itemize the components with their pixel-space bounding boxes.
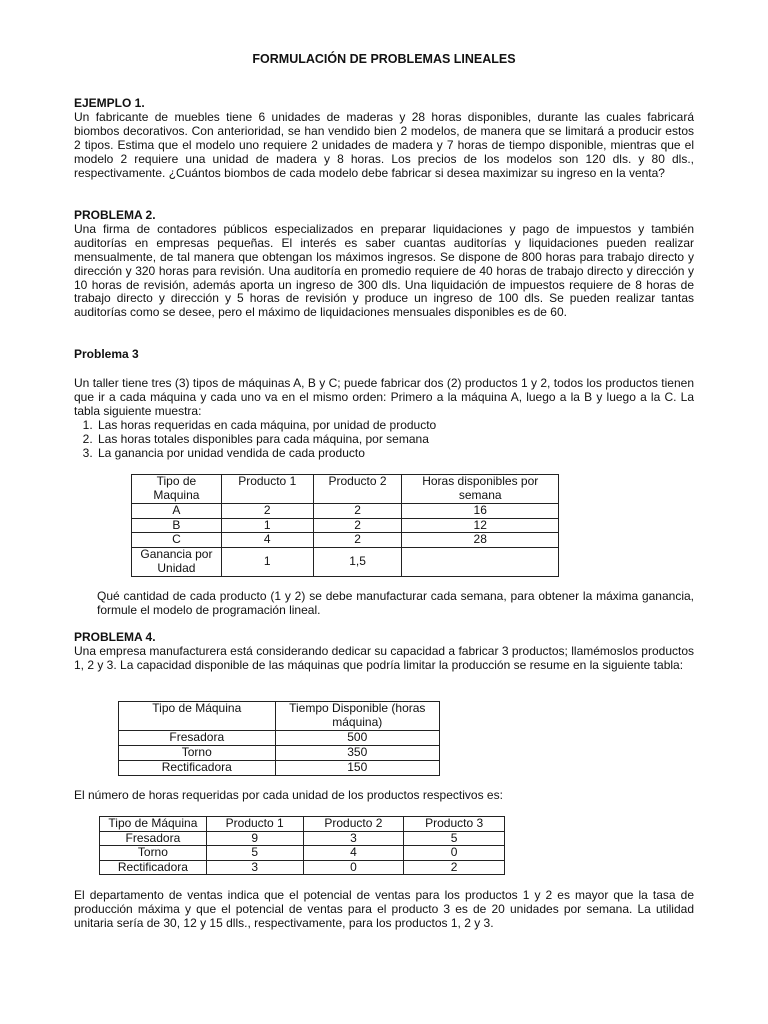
table-cell: 5 <box>404 831 505 846</box>
table-header: Tipo de Maquina <box>132 475 222 504</box>
table-cell: 28 <box>402 533 559 548</box>
list-item: 2. Las horas totales disponibles para cada máquina, por semana <box>96 433 694 447</box>
table-cell: 1,5 <box>313 547 402 576</box>
table-cell: 2 <box>313 504 402 519</box>
table-cell <box>402 547 559 576</box>
table-row <box>100 831 505 846</box>
problem-3-table <box>131 474 559 577</box>
table-cell: 2 <box>313 518 402 533</box>
table-cell: 1 <box>221 518 313 533</box>
table-row <box>119 761 440 776</box>
table-cell: Torno <box>100 846 207 861</box>
table-header: Tipo de Máquina <box>119 702 276 731</box>
problem-4-hours-text: El número de horas requeridas por cada unidad de los productos respectivos es: <box>74 788 503 802</box>
table-header: Producto 2 <box>313 475 402 504</box>
problem-2-section <box>74 209 694 320</box>
table-cell: 2 <box>221 504 313 519</box>
table-cell: 12 <box>402 518 559 533</box>
example-1-heading: EJEMPLO 1. <box>74 96 145 110</box>
table-cell: Rectificadora <box>119 761 276 776</box>
table-header-row <box>119 702 440 731</box>
table-row <box>119 746 440 761</box>
table-row <box>119 731 440 746</box>
table-header-row <box>132 475 559 504</box>
problem-2-text: Una firma de contadores públicos especializados en preparar liquidaciones y pago de impuestos y también auditorías en empresas pequeñas. El interés es saber cuantas auditorías y liquidaciones pueden realizar mensualmente, de tal manera que obtengan los máximos ingresos. Se dispone de 800 horas para trabajo directo y dirección y 320 horas para revisión. Una auditoría en promedio requiere de 40 horas de trabajo directo y dirección y 10 horas de revisión, además aporta un ingreso de 300 dls. Una liquidación de impuestos requiere de 8 horas de trabajo directo y dirección y 5 horas de revisión y produce un ingreso de 100 dls. Se pueden realizar tantas auditorías como se desee, pero el máximo de liquidaciones mensuales disponibles es de 60. <box>74 221 694 320</box>
table-header: Horas disponibles por semana <box>402 475 559 504</box>
table-row <box>132 518 559 533</box>
table-header: Producto 1 <box>206 817 303 832</box>
problem-3-section <box>74 348 694 362</box>
table-cell: Fresadora <box>119 731 276 746</box>
example-1-section <box>74 97 694 180</box>
table-cell: C <box>132 533 222 548</box>
machine-capacity-table <box>118 701 440 776</box>
problem-4-heading: PROBLEMA 4. <box>74 630 156 644</box>
table-cell: 500 <box>275 731 439 746</box>
table-row <box>132 504 559 519</box>
table-cell: 5 <box>206 846 303 861</box>
table-cell: A <box>132 504 222 519</box>
table-header-row <box>100 817 505 832</box>
table-row <box>100 846 505 861</box>
table-row <box>132 547 559 576</box>
problem-3-text: Un taller tiene tres (3) tipos de máquinas A, B y C; puede fabricar dos (2) productos 1 y 2, todos los productos tienen que ir a cada máquina y cada uno va en el mismo orden: Primero a la máquina A, luego a la B y luego a la C. La tabla siguiente muestra: <box>74 376 694 418</box>
problem-4-text: Una empresa manufacturera está considerando dedicar su capacidad a fabricar 3 productos; llamémoslos productos 1, 2 y 3. La capacidad disponible de las máquinas que podría limitar la producción se resume en la siguiente tabla: <box>74 643 694 672</box>
table-cell: 4 <box>303 846 404 861</box>
table-cell: Torno <box>119 746 276 761</box>
problem-3-heading: Problema 3 <box>74 347 139 361</box>
problem-3-body <box>74 377 694 460</box>
table-header: Producto 2 <box>303 817 404 832</box>
table-cell: 3 <box>206 860 303 875</box>
table-cell: 0 <box>303 860 404 875</box>
table-cell: 1 <box>221 547 313 576</box>
list-item: 1. Las horas requeridas en cada máquina, por unidad de producto <box>96 419 694 433</box>
table-header: Producto 1 <box>221 475 313 504</box>
table-cell: 9 <box>206 831 303 846</box>
table-cell: Ganancia por Unidad <box>132 547 222 576</box>
problem-3-question: Qué cantidad de cada producto (1 y 2) se debe manufacturar cada semana, para obtener la máxima ganancia, formule el modelo de programación lineal. <box>97 589 694 617</box>
table-header: Producto 3 <box>404 817 505 832</box>
example-1-text: Un fabricante de muebles tiene 6 unidades de maderas y 28 horas disponibles, durante las cuales fabricará biombos decorativos. Con anterioridad, se han vendido bien 2 modelos, de manera que se limitará a producir estos 2 tipos. Estima que el modelo uno requiere 2 unidades de madera y 7 horas de tiempo disponible, mientras que el modelo 2 requiere una unidad de madera y 8 horas. Los precios de los modelos son 120 dls. y 80 dls., respectivamente. ¿Cuántos biombos de cada modelo debe fabricar si desea maximizar su ingreso en la venta? <box>74 109 694 180</box>
table-cell: 3 <box>303 831 404 846</box>
table-cell: 2 <box>404 860 505 875</box>
table-cell: Rectificadora <box>100 860 207 875</box>
table-cell: 0 <box>404 846 505 861</box>
table-header: Tiempo Disponible (horas máquina) <box>275 702 439 731</box>
problem-3-list <box>74 419 694 461</box>
problem-2-heading: PROBLEMA 2. <box>74 208 156 222</box>
list-item: 3. La ganancia por unidad vendida de cada producto <box>96 447 694 461</box>
table-cell: 16 <box>402 504 559 519</box>
table-cell: 4 <box>221 533 313 548</box>
table-row <box>100 860 505 875</box>
problem-4-section <box>74 631 694 673</box>
table-cell: 350 <box>275 746 439 761</box>
table-cell: B <box>132 518 222 533</box>
problem-4-closing-text: El departamento de ventas indica que el potencial de ventas para los productos 1 y 2 es mayor que la tasa de producción máxima y que el potencial de ventas para el producto 3 es de 20 unidades por semana. La utilidad unitaria sería de 30, 12 y 15 dlls., respectivamente, para los productos 1, 2 y 3. <box>74 888 694 930</box>
table-cell: 150 <box>275 761 439 776</box>
table-row <box>132 533 559 548</box>
table-cell: 2 <box>313 533 402 548</box>
table-cell: Fresadora <box>100 831 207 846</box>
document-title: FORMULACIÓN DE PROBLEMAS LINEALES <box>252 52 516 66</box>
hours-per-unit-table <box>99 816 505 875</box>
table-header: Tipo de Máquina <box>100 817 207 832</box>
